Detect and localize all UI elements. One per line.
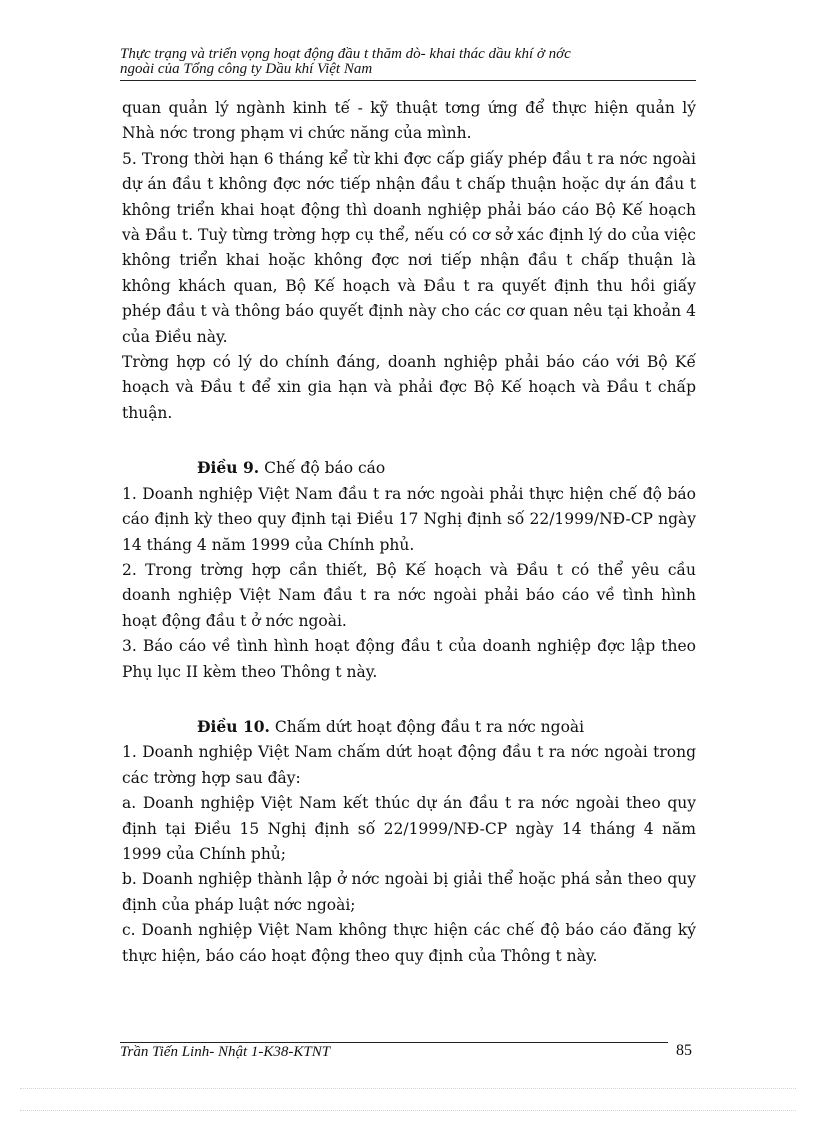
paragraph: 1. Doanh nghiệp Việt Nam đầu t ra nớc ngoài phải thực hiện chế độ báo cáo định kỳ theo quy định tại Điều 17 Nghị định số 22/1999/NĐ-CP ngày 14 tháng 4 năm 1999 của Chính phủ. [122, 484, 696, 554]
paragraph: 2. Trong trờng hợp cần thiết, Bộ Kế hoạch và Đầu t có thể yêu cầu doanh nghiệp Việt Nam đầu t ra nớc ngoài phải báo cáo về tình hình hoạt động đầu t ở nớc ngoài. [122, 560, 696, 630]
article-9-heading [122, 455, 696, 481]
paragraph: b. Doanh nghiệp thành lập ở nớc ngoài bị giải thể hoặc phá sản theo quy định của pháp luật nớc ngoài; [122, 870, 696, 914]
article-9-title: Điều 9. [197, 458, 260, 478]
header-line-2: ngoài của Tổng công ty Dầu khí Việt Nam [120, 61, 373, 77]
paragraph: a. Doanh nghiệp Việt Nam kết thúc dự án đầu t ra nớc ngoài theo quy định tại Điều 15 Nghị định số 22/1999/NĐ-CP ngày 14 tháng 4 năm 1999 của Chính phủ; [122, 794, 696, 863]
paragraph: 5. Trong thời hạn 6 tháng kể từ khi đợc cấp giấy phép đầu t ra nớc ngoài dự án đầu t không đợc nớc tiếp nhận đầu t chấp thuận hoặc dự án đầu t không triển khai hoạt động thì doanh nghiệp phải báo cáo Bộ Kế hoạch và Đầu t. Tuỳ từng trờng hợp cụ thể, nếu có cơ sở xác định lý do của việc không triển khai hoặc không đợc nơi tiếp nhận đầu t chấp thuận là không khách quan, Bộ Kế hoạch và Đầu t ra quyết định thu hồi giấy phép đầu t và thông báo quyết định này cho các cơ quan nêu tại khoản 4 của Điều này. [122, 149, 696, 346]
paragraph: 1. Doanh nghiệp Việt Nam chấm dứt hoạt động đầu t ra nớc ngoài trong các trờng hợp sau đây: [122, 743, 696, 787]
page-body [122, 96, 696, 969]
dotted-divider [20, 1088, 796, 1089]
paragraph: c. Doanh nghiệp Việt Nam không thực hiện các chế độ báo cáo đăng ký thực hiện, báo cáo hoạt động theo quy định của Thông t này. [122, 921, 696, 965]
article-9-subtitle: Chế độ báo cáo [264, 459, 386, 478]
dotted-divider [20, 1110, 796, 1111]
paragraph: 3. Báo cáo về tình hình hoạt động đầu t của doanh nghiệp đợc lập theo Phụ lục II kèm theo Thông t này. [122, 637, 696, 681]
footer-rule [120, 1042, 668, 1043]
header-line-1: Thực trạng và triển vọng hoạt động đầu t thăm dò- khai thác dầu khí ở nớc [120, 46, 571, 62]
article-10-heading [122, 714, 696, 740]
paragraph: quan quản lý ngành kinh tế - kỹ thuật tơng ứng để thực hiện quản lý Nhà nớc trong phạm vi chức năng của mình. [122, 99, 696, 143]
article-10-title: Điều 10. [197, 716, 270, 736]
footer-author: Trần Tiến Linh- Nhật 1-K38-KTNT [120, 1044, 331, 1060]
header-rule [120, 80, 696, 81]
running-header [120, 47, 696, 77]
article-10-subtitle: Chấm dứt hoạt động đầu t ra nớc ngoài [274, 717, 585, 736]
page-number: 85 [676, 1042, 692, 1059]
paragraph: Trờng hợp có lý do chính đáng, doanh nghiệp phải báo cáo với Bộ Kế hoạch và Đầu t để xin gia hạn và phải đợc Bộ Kế hoạch và Đầu t chấp thuận. [122, 353, 696, 422]
